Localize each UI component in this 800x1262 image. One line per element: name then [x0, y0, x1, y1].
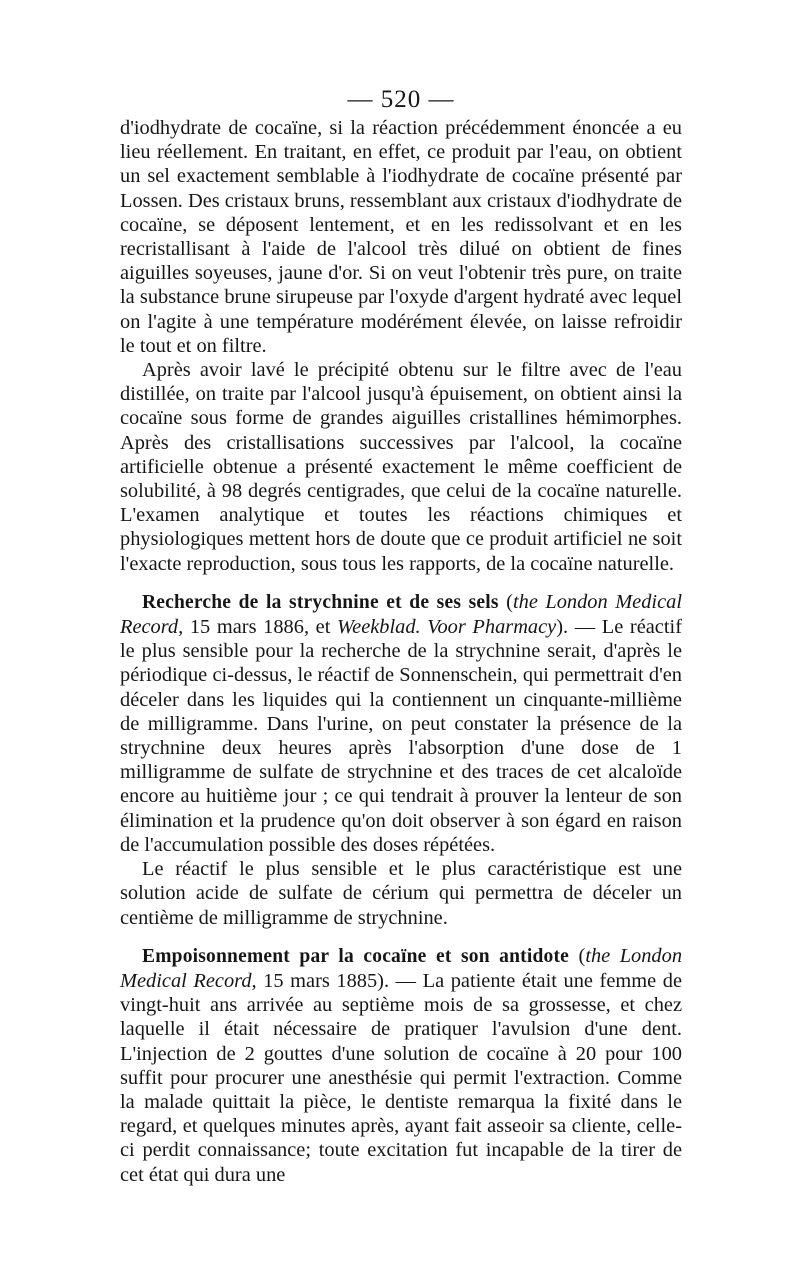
paragraph: Après avoir lavé le précipité obtenu sur le filtre avec de l'eau distillée, on traite par l'alcool jusqu'à épuisement, on obtient ainsi la cocaïne sous forme de grandes aiguilles cristallines hémimorphes. Après des cristallisations successives par l'alcool, la cocaïne artificielle obtenue a présenté exactement le même coefficient de solubilité, à 98 degrés centigrades, que celui de la cocaïne naturelle. L'examen analytique et toutes les réactions chimiques et physiologiques mettent hors de doute que ce produit artificiel ne soit l'exacte reproduction, sous tous les rapports, de la cocaïne naturelle. [120, 359, 682, 575]
page-number: — 520 — [347, 86, 455, 113]
source-open: ( [569, 944, 586, 967]
section-cocaine-poisoning [120, 944, 682, 1187]
source-citation: the London Medical Record, [120, 590, 683, 639]
section-heading: Recherche de la strychnine et de ses sels [142, 591, 499, 613]
source-citation-2: Weekblad. Voor Pharmacy [337, 616, 557, 639]
source-close: ). [556, 616, 569, 639]
source-citation: the London Medical Record, [120, 944, 683, 992]
paragraph [120, 944, 682, 1187]
source-date: 15 mars 1885). [256, 969, 390, 992]
book-page [120, 86, 682, 1187]
source-open: ( [506, 590, 513, 613]
paragraph-body: — Le réactif le plus sensible pour la recherche de la strychnine serait, d'après le périodique ci-dessus, le réactif de Sonnenschein, qui permettrait d'en déceler dans les liquides qui la contiennent un cinquante-millième de milligramme. Dans l'urine, on peut constater la présence de la strychnine deux heures après l'absorption d'une dose de 1 milligramme de sulfate de strychnine et des traces de cet alcaloïde encore au huitième jour ; ce qui tendrait à prouver la lenteur de son élimination et la prudence qu'on doit observer à son égard en raison de l'accumulation possible des doses répétées. [120, 616, 682, 856]
section-heading: Empoisonnement par la cocaïne et son antidote [142, 945, 570, 967]
paragraph-body: — La patiente était une femme de vingt-huit ans arrivée au septième mois de sa grossesse, et chez laquelle il était nécessaire de pratiquer l'avulsion d'une dent. L'injection de 2 gouttes d'une solution de cocaïne à 20 pour 100 suffit pour procurer une anesthésie qui permit l'extraction. Comme la malade quittait la pièce, le dentiste remarqua la fixité dans le regard, et quelques minutes après, ayant fait asseoir sa cliente, celle-ci perdit connaissance; toute excitation fut incapable de la tirer de cet état qui dura une [120, 969, 682, 1186]
paragraph [120, 590, 682, 857]
paragraph: Le réactif le plus sensible et le plus caractéristique est une solution acide de sulfate de cérium qui permettra de déceler un centième de milligramme de strychnine. [120, 858, 682, 929]
paragraph: d'iodhydrate de cocaïne, si la réaction précédemment énoncée a eu lieu réellement. En traitant, en effet, ce produit par l'eau, on obtient un sel exactement semblable à l'iodhydrate de cocaïne présenté par Lossen. Des cristaux bruns, ressemblant aux cristaux d'iodhydrate de cocaïne, se déposent lentement, et en les redissolvant et en les recristallisant à l'aide de l'alcool très dilué on obtient de fines aiguilles soyeuses, jaune d'or. Si on veut l'obtenir très pure, on traite la substance brune sirupeuse par l'oxyde d'argent hydraté avec lequel on l'agite à une température modérément élevée, on laisse refroidir le tout et on filtre. [120, 117, 683, 357]
section-strychnine [120, 590, 682, 930]
source-date: 15 mars 1886, et [183, 616, 338, 639]
section-cocaine-synthesis [120, 116, 682, 576]
